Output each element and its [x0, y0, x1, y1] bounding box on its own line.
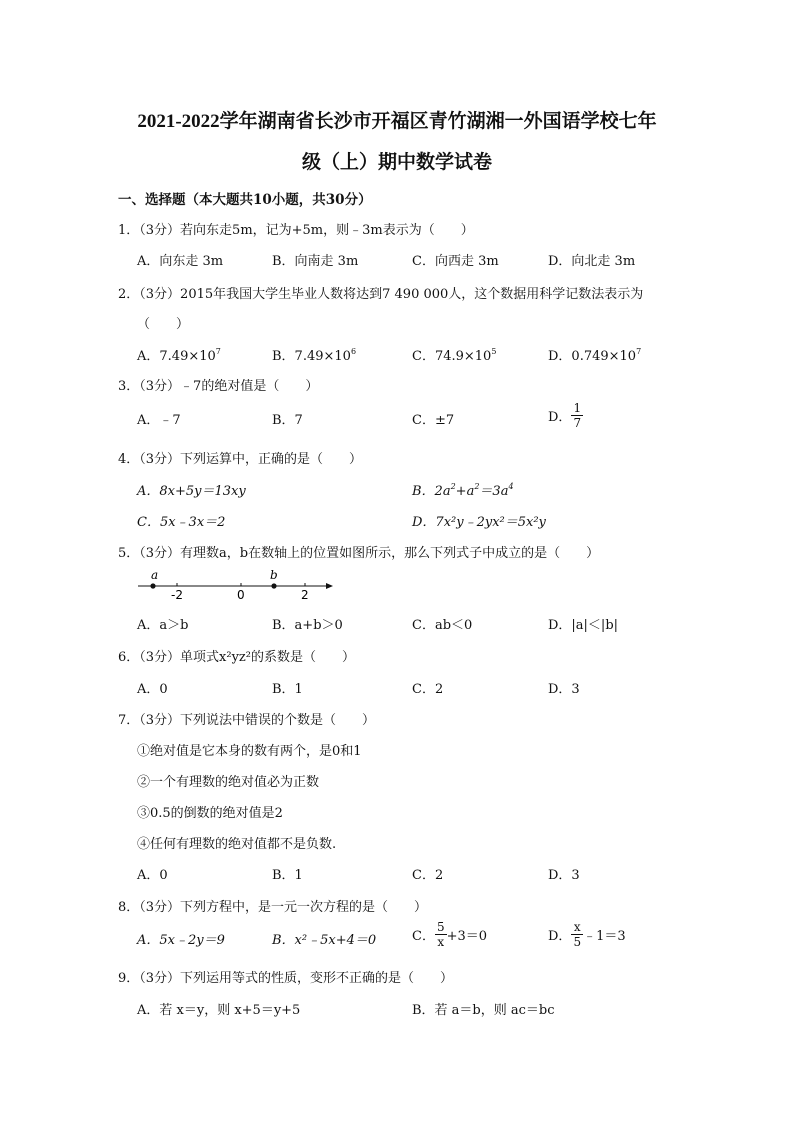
q8-c-numerator: 5 [436, 920, 445, 934]
q3-option-d [548, 401, 583, 430]
q4-option-b [412, 480, 514, 499]
label-a: a [151, 568, 159, 582]
q8-c-denominator: x [437, 935, 445, 949]
q4-b-mid: +a [455, 484, 475, 499]
q1-option-b: B．向南走 3m [272, 254, 359, 269]
q7-option-a: A．0 [137, 868, 168, 883]
title-line-2: 级（上）期中数学试卷 [301, 152, 492, 173]
q3-d-denominator: 7 [573, 416, 582, 430]
q8-option-c [412, 920, 487, 949]
q4-option-d: D．7x²y﹣2yx²＝5x²y [412, 515, 546, 530]
q5-option-a: A．a＞b [137, 618, 189, 633]
q2-a-exp: 7 [215, 347, 221, 356]
q5-option-c: C．ab＜0 [412, 618, 473, 633]
q4-b-exp3: 4 [508, 482, 514, 491]
q6-option-c: C．2 [412, 682, 444, 697]
q8-c-post: +3＝0 [446, 929, 488, 944]
q7-statement-2: ②一个有理数的绝对值必为正数 [137, 775, 320, 790]
q8-c-fraction [435, 920, 447, 949]
q2-option-a [137, 345, 221, 364]
q3-option-b: B．7 [272, 413, 303, 428]
q7-stem: 7．（3分）下列说法中错误的个数是（ ） [118, 713, 376, 728]
number-line-arrow [326, 583, 333, 589]
q8-c-label: C． [412, 929, 435, 944]
q3-d-numerator: 1 [573, 401, 582, 415]
q2-a-label: A．7.49×10 [137, 349, 216, 364]
label-b: b [270, 568, 278, 582]
q1-option-d: D．向北走 3m [548, 254, 636, 269]
q3-stem: 3．（3分）﹣7的绝对值是（ ） [118, 379, 319, 394]
tick-label-2: 2 [301, 588, 309, 602]
q8-option-a: A．5x﹣2y＝9 [137, 933, 225, 948]
point-a [150, 583, 155, 588]
q2-stem-cont: （ ） [137, 317, 190, 332]
point-b [271, 583, 276, 588]
q7-statement-1: ①绝对值是它本身的数有两个，是0和1 [137, 744, 362, 759]
number-line [135, 566, 335, 602]
title-line-1: 2021-2022学年湖南省长沙市开福区青竹湖湘一外国语学校七年 [137, 111, 657, 132]
q5-option-d: D．|a|＜|b| [548, 618, 619, 633]
q4-b-pre: B．2a [412, 484, 451, 499]
q6-option-b: B．1 [272, 682, 303, 697]
q2-d-exp: 7 [636, 347, 642, 356]
q4-b-exp1: 2 [450, 482, 456, 491]
q4-option-c: C．5x﹣3x＝2 [137, 515, 226, 530]
q4-b-exp2: 2 [474, 482, 480, 491]
q1-option-a: A．向东走 3m [137, 254, 224, 269]
q6-option-d: D．3 [548, 682, 580, 697]
q4-stem: 4．（3分）下列运算中，正确的是（ ） [118, 452, 363, 467]
q2-option-b [272, 345, 356, 364]
q7-option-b: B．1 [272, 868, 303, 883]
q9-stem: 9．（3分）下列运用等式的性质，变形不正确的是（ ） [118, 971, 454, 986]
q8-option-b: B．x²﹣5x+4＝0 [272, 933, 377, 948]
section-heading: 一、选择题（本大题共10小题，共30分） [118, 192, 372, 208]
q6-option-a: A．0 [137, 682, 168, 697]
q3-d-fraction [571, 401, 583, 430]
q4-b-post: ＝3a [479, 484, 509, 499]
q6-stem: 6．（3分）单项式x²yz²的系数是（ ） [118, 650, 355, 665]
q2-option-c [412, 345, 496, 364]
q7-option-d: D．3 [548, 868, 580, 883]
q8-d-label: D． [548, 929, 572, 944]
q5-stem: 5．（3分）有理数a，b在数轴上的位置如图所示，那么下列式子中成立的是（ ） [118, 546, 600, 561]
tick-label-neg2: -2 [171, 588, 183, 602]
q7-option-c: C．2 [412, 868, 444, 883]
q2-b-exp: 6 [350, 347, 357, 356]
q3-d-label: D． [548, 410, 572, 425]
q8-option-d [548, 920, 626, 949]
q3-option-c: C．±7 [412, 413, 455, 428]
q2-option-d [548, 345, 641, 364]
q7-statement-3: ③0.5的倒数的绝对值是2 [137, 806, 283, 821]
q9-option-a: A．若 x＝y，则 x+5＝y+5 [137, 1003, 301, 1018]
q2-d-label: D．0.749×10 [548, 349, 637, 364]
q1-stem: 1．（3分）若向东走5m，记为+5m，则﹣3m表示为（ ） [118, 223, 474, 238]
q7-statement-4: ④任何有理数的绝对值都不是负数. [137, 837, 337, 852]
q9-option-b: B．若 a＝b，则 ac＝bc [412, 1003, 555, 1018]
q2-b-label: B．7.49×10 [272, 349, 351, 364]
q8-d-numerator: x [571, 920, 583, 935]
q2-stem: 2．（3分）2015年我国大学生毕业人数将达到7 490 000人，这个数据用科学记数法表示为 [118, 287, 644, 302]
q8-stem: 8．（3分）下列方程中，是一元一次方程的是（ ） [118, 900, 428, 915]
q5-option-b: B．a+b＞0 [272, 618, 343, 633]
q4-option-a: A．8x+5y＝13xy [137, 484, 246, 499]
q8-d-denominator: 5 [573, 935, 582, 949]
q2-c-exp: 5 [491, 347, 497, 356]
q8-d-post: ﹣1＝3 [583, 929, 626, 944]
q3-option-a: A．﹣7 [137, 413, 181, 428]
q8-d-fraction [571, 920, 583, 949]
tick-label-0: 0 [237, 588, 245, 602]
q1-option-c: C．向西走 3m [412, 254, 499, 269]
q2-c-label: C．74.9×10 [412, 349, 492, 364]
